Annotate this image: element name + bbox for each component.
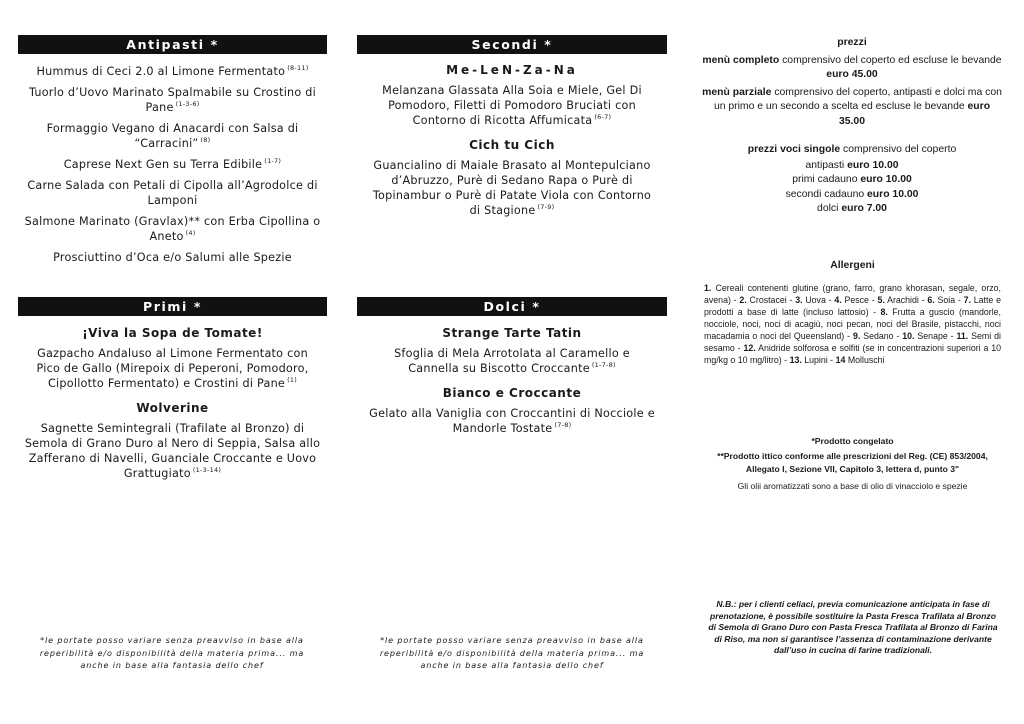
prices-title: prezzi (837, 37, 867, 48)
primi-dish-title: ¡Viva la Sopa de Tomate! (82, 326, 263, 340)
oil-note: Gli olii aromatizzati sono a base di olio di vinacciolo e spezie (737, 481, 968, 491)
antipasti-item: Salmone Marinato (Gravlax)** con Erba Cipollina o Aneto $^{(4)}$ (24, 215, 321, 243)
antipasti-section (18, 35, 327, 271)
allergens-list: 1. Cereali contenenti glutine (grano, farro, grano khorasan, segale, orzo, avena) - 2. Crostacei - 3. Uova - 4. Pesce - 5. Arachidi - 6. Soia - 7. Latte e prodotti a base di latte (incluso lattosio) - 8. Frutta a guscio (mandorle, nocciole, noci, noci di acagiù, noci pecan, noci del Brasile, pistacchi, noci macadamia o noci del Queensland) - 9. Sedano - 10. Senape - 11. Semi di sesamo - 12. Anidride solforosa e solfiti (se in concentrazioni superiori a 10 mg/kg o 10 mg/litro) - 13. Lupini - 14 Molluschi (704, 282, 1001, 365)
secondi-header: Secondi * (357, 35, 667, 54)
dolci-dish-desc: Sfoglia di Mela Arrotolata al Caramello e Cannella su Biscotto Croccante $^{(1-7-8)}$ (394, 347, 630, 375)
price-singole: prezzi voci singole comprensivo del coperto (747, 144, 957, 155)
antipasti-item: Tuorlo d’Uovo Marinato Spalmabile su Crostino di Pane $^{(1-3-6)}$ (28, 86, 317, 114)
dolci-header: Dolci * (357, 297, 667, 316)
price-line: primi cadauno euro 10.00 (792, 174, 912, 185)
price-parziale: menù parziale comprensivo del coperto, antipasti e dolci ma con un primo e un secondo a scelta ed escluse le bevande euro 35.00 (702, 86, 1002, 127)
antipasti-item: Carne Salada con Petali di Cipolla all’Agrodolce di Lamponi (27, 179, 318, 207)
secondi-dish-desc: Guancialino di Maiale Brasato al Montepulciano d’Abruzzo, Purè di Sedano Rapa o Purè di Topinambur o Purè di Patate Viola con Contorno di Stagione $^{(7-9)}$ (372, 159, 652, 217)
antipasti-item: Formaggio Vegano di Anacardi con Salsa di “Carracini” $^{(8)}$ (46, 122, 299, 150)
secondi-dish-title: Me-LeN-Za-Na (446, 63, 578, 77)
prices-section (700, 36, 1004, 217)
primi-section (18, 297, 327, 487)
primi-dish-desc: Gazpacho Andaluso al Limone Fermentato con Pico de Gallo (Mirepoix di Peperoni, Pomodoro, Cipollotto Fermentato) e Crostini di Pane $^{(1)}$ (36, 347, 309, 390)
price-line: secondi cadauno euro 10.00 (785, 188, 919, 200)
variation-note: *le portate posso variare senza preavviso in base alla reperibilità e/o disponibilità della materia prima... ma anche in base alla fantasia dello chef (379, 636, 645, 670)
dolci-section (357, 297, 667, 442)
price-line: antipasti euro 10.00 (805, 159, 899, 171)
antipasti-item: Caprese Next Gen su Terra Edibile $^{(1-7)}$ (63, 157, 282, 171)
primi-dish-desc: Sagnette Semintegrali (Trafilate al Bronzo) di Semola di Grano Duro al Nero di Seppia, Salsa allo Zafferano di Navelli, Guanciale Croccante e Uovo Grattugiato $^{(1-3-14)}$ (24, 422, 321, 480)
dolci-dish-desc: Gelato alla Vaniglia con Croccantini di Nocciole e Mandorle Tostate $^{(7-8)}$ (369, 407, 655, 435)
antipasti-item: Hummus di Ceci 2.0 al Limone Fermentato $^{(8-11)}$ (36, 64, 309, 78)
allergens-section (704, 259, 1001, 366)
secondi-section (357, 35, 667, 224)
primi-dish-title: Wolverine (136, 401, 209, 415)
allergens-title: Allergeni (830, 260, 875, 271)
celiac-note: N.B.: per i clienti celiaci, previa comunicazione anticipata in fase di prenotazione, è possibile sostituire la Pasta Fresca Trafilata al Bronzo di Semola di Grano Duro con Pasta Fresca Trafilata al Bronzo di Farina di Riso, ma non si garantisce l’assenza di contaminazione derivante dall’uso in cucina di farine tradizionali. (708, 599, 998, 655)
footnotes-section (704, 435, 1001, 493)
price-completo: menù completo comprensivo del coperto ed escluse le bevande euro 45.00 (702, 54, 1002, 80)
frozen-note: *Prodotto congelato (811, 436, 894, 446)
antipasti-header: Antipasti * (18, 35, 327, 54)
dolci-dish-title: Strange Tarte Tatin (442, 326, 582, 340)
fish-note: **Prodotto ittico conforme alle prescrizioni del Reg. (CE) 853/2004, Allegato I, Sezione VII, Capitolo 3, lettera d, punto 3" (717, 451, 988, 474)
secondi-dish-title: Cich tu Cich (469, 138, 555, 152)
primi-header: Primi * (18, 297, 327, 316)
variation-note: *le portate posso variare senza preavviso in base alla reperibilità e/o disponibilità della materia prima... ma anche in base alla fantasia dello chef (39, 636, 305, 670)
secondi-dish-desc: Melanzana Glassata Alla Soia e Miele, Gel Di Pomodoro, Filetti di Pomodoro Bruciati con Contorno di Ricotta Affumicata $^{(6-7)}$ (382, 84, 642, 127)
antipasti-item: Prosciuttino d’Oca e/o Salumi alle Spezie (53, 251, 292, 264)
price-line: dolci euro 7.00 (817, 203, 887, 214)
dolci-dish-title: Bianco e Croccante (442, 386, 582, 400)
